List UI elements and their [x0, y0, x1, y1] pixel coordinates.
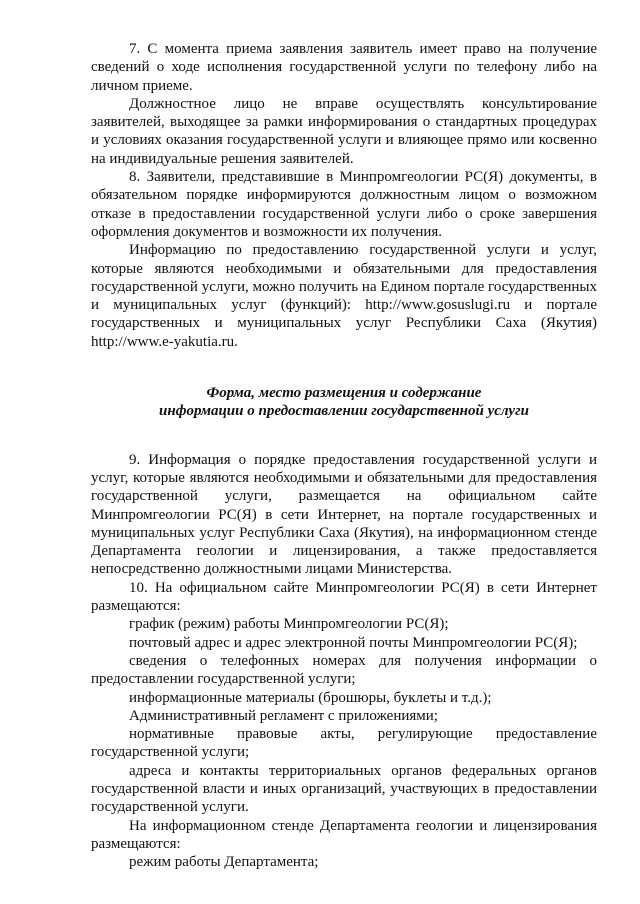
list-item-schedule: график (режим) работы Минпромгеологии РС(Я);: [129, 616, 449, 633]
paragraph-8: 8. Заявители, представившие в Минпромгеологии РС(Я) документы, в обязательном порядке информируются должностным лицом о возможном отказе в предоставлении государственной услуги либо о сроке завершения оформления документов и возможности их получения.: [91, 169, 597, 240]
document-page: [91, 40, 597, 871]
list-item-phone-numbers: сведения о телефонных номерах для получения информации о предоставлении государственной услуги;: [91, 652, 597, 688]
section-heading-line-2: информации о предоставлении государственной услуги: [159, 403, 529, 420]
list-item-territorial-bodies: адреса и контакты территориальных органов федеральных органов государственной власти и иных организаций, участвующих в предоставлении государственной услуги.: [91, 762, 597, 816]
list-item-admin-regulation: Административный регламент с приложениями;: [129, 707, 438, 724]
list-item-info-materials: информационные материалы (брошюры, буклеты и т.д.);: [129, 689, 492, 706]
section-heading-line-1: Форма, место размещения и содержание: [206, 385, 482, 402]
paragraph-9: 9. Информация о порядке предоставления государственной услуги и услуг, которые являются необходимыми и обязательными для предоставления государственной услуги, размещается на официальном сайте Минпромгеологии РС(Я) в сети Интернет, на портале государственных и муниципальных услуг Республики Саха (Якутия), на информационном стенде Департамента геологии и лицензирования, а также предоставляется непосредственно должностными лицами Министерства.: [91, 451, 597, 578]
paragraph-stand: На информационном стенде Департамента геологии и лицензирования размещаются:: [91, 817, 597, 852]
paragraph-official-limits: Должностное лицо не вправе осуществлять консультирование заявителей, выходящее за рамки информирования о стандартных процедурах и условиях оказания государственной услуги и влияющее прямо или косвенно на индивидуальные решения заявителей.: [91, 95, 597, 167]
paragraph-7: 7. С момента приема заявления заявитель имеет право на получение сведений о ходе исполнения государственной услуги по телефону либо на личном приеме.: [91, 41, 597, 94]
list-item-legal-acts: нормативные правовые акты, регулирующие предоставление государственной услуги;: [91, 726, 597, 761]
list-item-postal-address: почтовый адрес и адрес электронной почты Минпромгеологии РС(Я);: [129, 634, 578, 651]
section-heading: [91, 384, 597, 421]
list-item-department-hours: режим работы Департамента;: [129, 854, 319, 871]
paragraph-portals: Информацию по предоставлению государственной услуги и услуг, которые являются необходимыми и обязательными для предоставления государственной услуги, можно получить на Едином портале государственных и муниципальных услуг (функций): http://www.gosuslugi.ru и портале государственных и муниципальных услуг Республики Саха (Якутия) http://www.e-yakutia.ru.: [91, 242, 597, 350]
paragraph-10: 10. На официальном сайте Минпромгеологии РС(Я) в сети Интернет размещаются:: [91, 579, 597, 615]
